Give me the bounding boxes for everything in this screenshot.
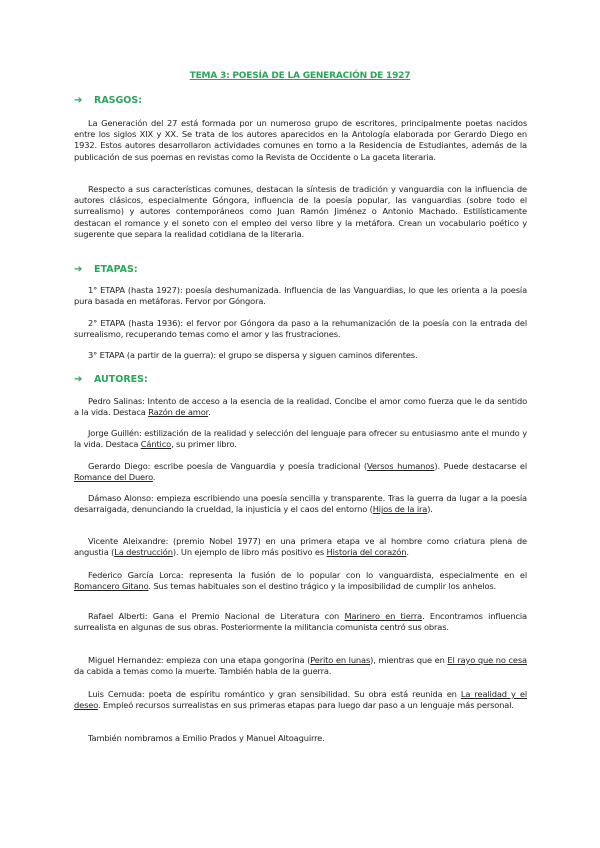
paragraph-author-hernandez: Miguel Hernandez: empieza con una etapa gongorina (Perito en lunas), mientras que en El rayo que no cesa da cabida a temas como la muerte. También habla de la guerra. — [74, 655, 527, 677]
arrow-right-icon: ➔ — [74, 264, 83, 275]
paragraph-author-salinas: Pedro Salinas: Intento de acceso a la esencia de la realidad. Concibe el amor como fuerza que le da sentido a la vida. Destaca Razón de amor. — [74, 396, 527, 418]
paragraph-otros-autores: También nombramos a Emilio Prados y Manuel Altoaguirre. — [88, 733, 325, 743]
book-title: Marinero en tierra — [344, 611, 423, 621]
paragraph-author-lorca: Federico García Lorca: representa la fusión de lo popular con lo vanguardista, especialmente en el Romancero Gitano. Sus temas habituales son el destino trágico y la imposibilidad de cumplir los anhelos. — [74, 570, 527, 592]
paragraph-etapa-3: 3° ETAPA (a partir de la guerra): el grupo se dispersa y siguen caminos diferentes. — [88, 350, 418, 360]
section-heading-label: ETAPAS: — [94, 264, 138, 275]
book-title: Versos humanos — [367, 461, 435, 471]
arrow-right-icon: ➔ — [74, 374, 83, 385]
paragraph-author-guillen: Jorge Guillén: estilización de la realidad y selección del lenguaje para ofrecer su entusiasmo ante el mundo y la vida. Destaca Cántico, su primer libro. — [74, 428, 527, 450]
section-heading-rasgos — [74, 95, 142, 106]
paragraph-author-cernuda: Luis Cernuda: poeta de espíritu romántico y gran sensibilidad. Su obra está reunida en La realidad y el deseo. Empleó recursos surrealistas en sus primeras etapas para luego dar paso a un lenguaje más personal. — [74, 689, 527, 711]
book-title: Romance del Duero — [74, 472, 153, 483]
paragraph-etapa-1: 1° ETAPA (hasta 1927): poesía deshumanizada. Influencia de las Vanguardias, lo que les orienta a la poesía pura basada en metáforas. Fervor por Góngora. — [74, 285, 527, 307]
book-title: La destrucción — [114, 547, 173, 558]
book-title: Hijos de la ira — [372, 504, 428, 515]
book-title: Perito en lunas — [310, 655, 371, 665]
paragraph-author-alberti: Rafael Alberti: Gana el Premio Nacional de Literatura con Marinero en tierra. Encontramos influencia surrealista en algunas de sus obras. Posteriormente la militancia comunista centró sus obras. — [74, 611, 527, 633]
paragraph-author-aleixandre: Vicente Aleixandre: (premio Nobel 1977) en una primera etapa ve al hombre como criatura plena de angustia (La destrucción). Un ejemplo de libro más positivo es Historia del corazón. — [74, 536, 527, 558]
book-title: Romancero Gitano — [74, 581, 149, 592]
paragraph-etapa-2: 2° ETAPA (hasta 1936): el fervor por Góngora da paso a la rehumanización de la poesía con la entrada del surrealismo, recuperando temas como el amor y las frustraciones. — [74, 318, 527, 340]
book-title: Razón de amor — [148, 407, 209, 418]
arrow-right-icon: ➔ — [74, 95, 83, 106]
section-heading-label: RASGOS: — [94, 95, 143, 106]
paragraph-rasgos-1: La Generación del 27 está formada por un numeroso grupo de escritores, principalmente poetas nacidos entre los siglos XIX y XX. Se trata de los autores aparecidos en la Antología elaborada por Gerardo Diego en 1932. Estos autores desarrollaron actividades comunes en torno a la Residencia de Estudiantes, además de la publicación de sus poemas en revistas como la Revista de Occidente o La gaceta literaria. — [74, 118, 527, 162]
document-title: TEMA 3: POESÍA DE LA GENERACIÓN DE 1927 — [189, 71, 411, 81]
section-heading-label: AUTORES: — [94, 374, 148, 385]
paragraph-author-diego: Gerardo Diego: escribe poesía de Vanguardia y poesía tradicional (Versos humanos). Puede destacarse el Romance del Duero. — [74, 461, 527, 483]
paragraph-rasgos-2: Respecto a sus características comunes, destacan la síntesis de tradición y vanguardia con la influencia de autores clásicos, especialmente Góngora, influencia de la poesía popular, las vanguardias (sobre todo el surrealismo) y autores contemporáneos como Juan Ramón Jiménez o Antonio Machado. Estilísticamente destacan el romance y el soneto con el empleo del verso libre y la metáfora. Crean un vocabulario poético y sugerente que separa la realidad cotidiana de la literaria. — [74, 184, 527, 239]
book-title: La realidad y el deseo — [74, 689, 527, 711]
section-heading-etapas — [74, 264, 138, 275]
book-title: Historia del corazón — [326, 547, 407, 558]
section-heading-autores — [74, 374, 148, 385]
book-title: El rayo que no cesa — [447, 655, 527, 665]
paragraph-author-alonso: Dámaso Alonso: empieza escribiendo una poesía sencilla y transparente. Tras la guerra da lugar a la poesía desarraigada, denunciando la crueldad, la injusticia y el caos del entorno (Hijos de la ira). — [74, 493, 527, 515]
book-title: Cántico — [140, 439, 172, 450]
